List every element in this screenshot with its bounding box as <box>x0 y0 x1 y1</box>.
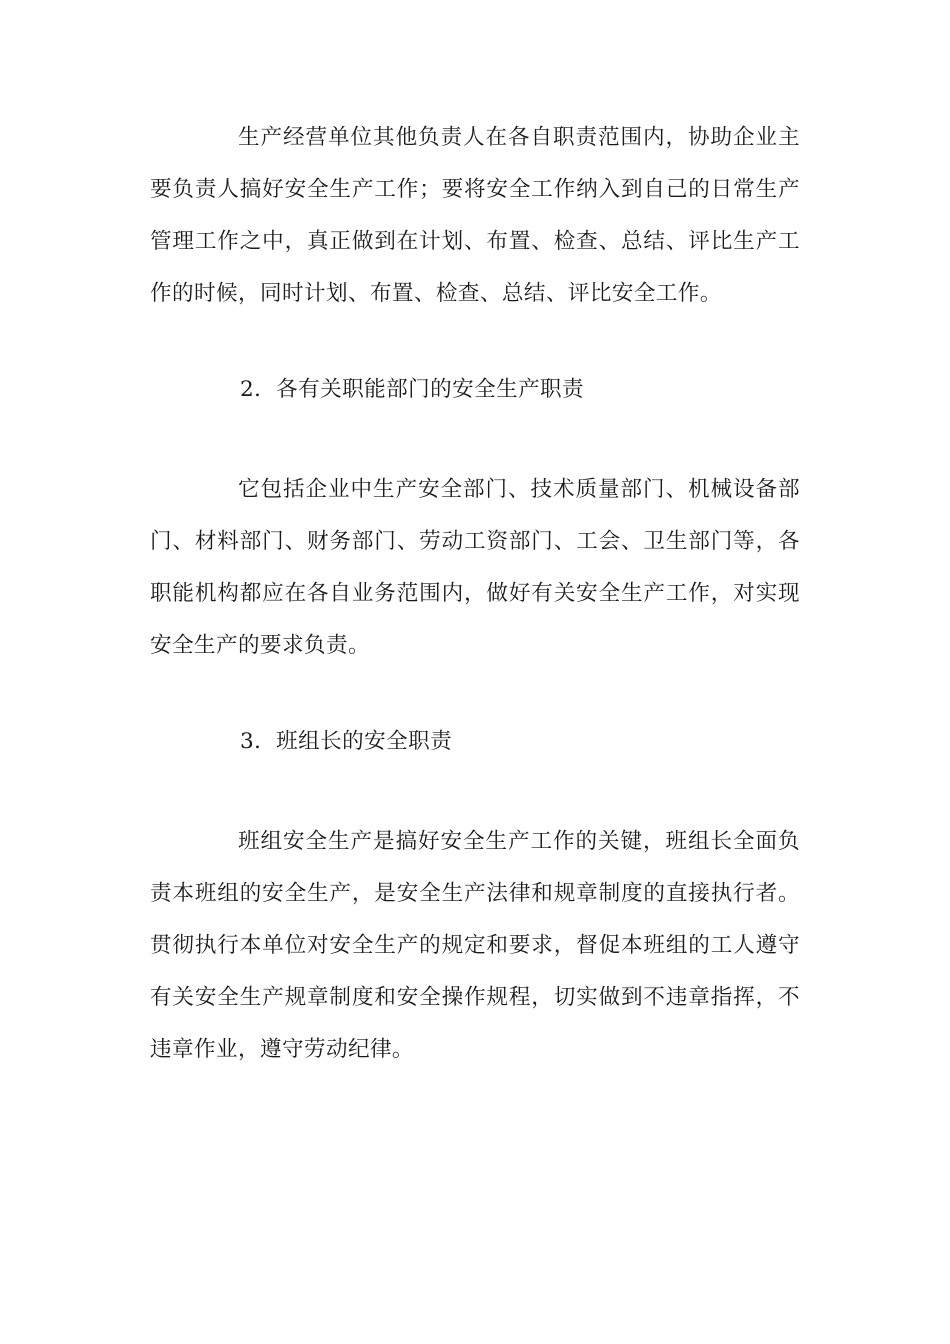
body-paragraph: 班组安全生产是搞好安全生产工作的关键，班组长全面负责本班组的安全生产，是安全生产法律和规章制度的直接执行者。贯彻执行本单位对安全生产的规定和要求，督促本班组的工人遵守有关安全生产规章制度和安全操作规程，切实做到不违章指挥，不违章作业，遵守劳动纪律。 <box>150 829 800 1062</box>
body-paragraph: 它包括企业中生产安全部门、技术质量部门、机械设备部门、材料部门、财务部门、劳动工资部门、工会、卫生部门等，各职能机构都应在各自业务范围内，做好有关安全生产工作，对实现安全生产的要求负责。 <box>150 477 800 658</box>
body-paragraph: 生产经营单位其他负责人在各自职责范围内，协助企业主要负责人搞好安全生产工作；要将安全工作纳入到自己的日常生产管理工作之中，真正做到在计划、布置、检查、总结、评比生产工作的时候，同时计划、布置、检查、总结、评比安全工作。 <box>150 125 800 306</box>
section-heading: 3．班组长的安全职责 <box>240 729 453 754</box>
section-heading: 2．各有关职能部门的安全生产职责 <box>240 377 585 402</box>
